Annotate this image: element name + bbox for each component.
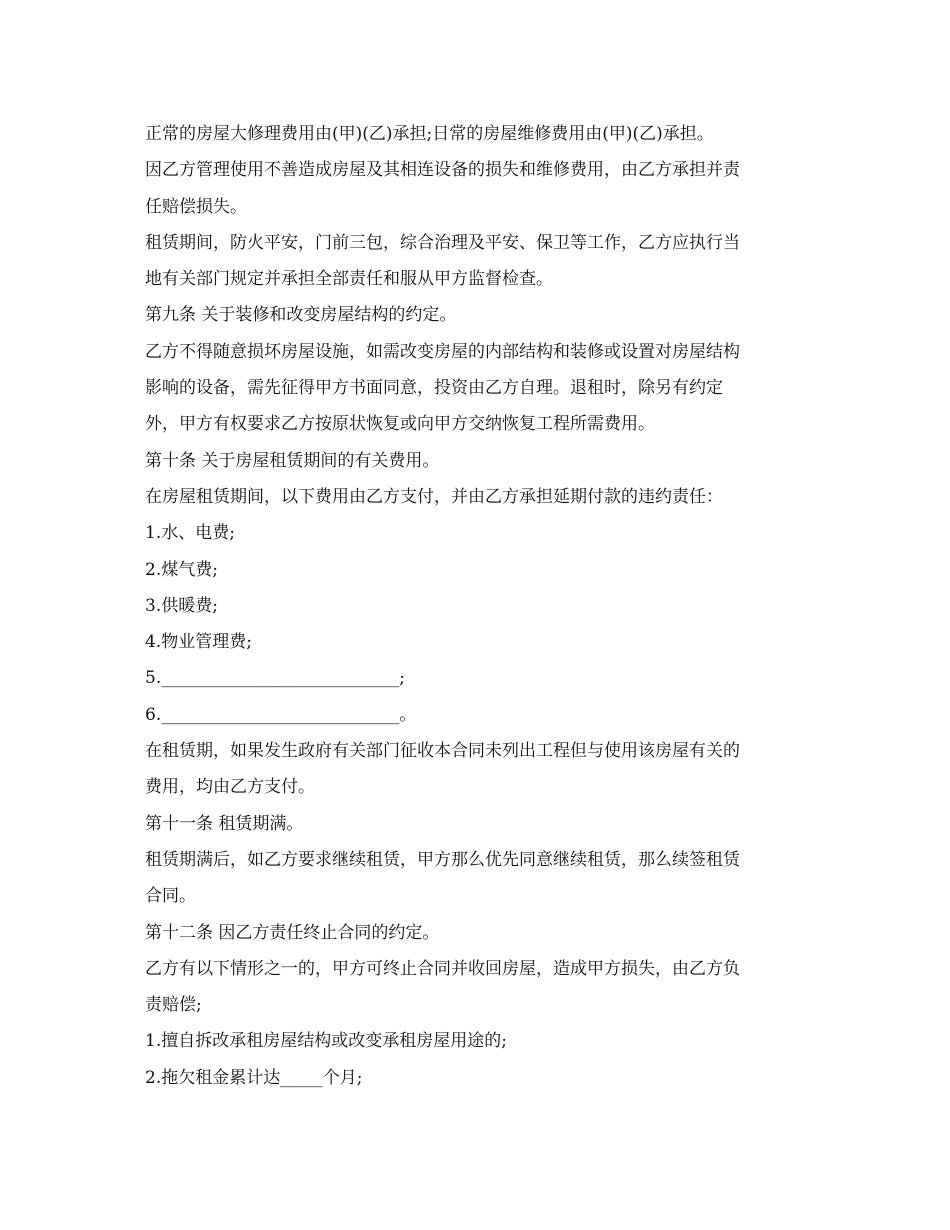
section-heading: 第十二条 因乙方责任终止合同的约定。 [145, 922, 440, 943]
text-line: 合同。 [145, 886, 196, 907]
section-heading: 第九条 关于装修和改变房屋结构的约定。 [145, 305, 457, 326]
text-line: 费用，均由乙方支付。 [145, 777, 315, 798]
text-line: 地有关部门规定并承担全部责任和服从甲方监督检查。 [145, 269, 553, 290]
list-item: 5.____________________________; [145, 668, 405, 689]
list-item: 6.____________________________。 [145, 704, 417, 725]
list-item: 2.拖欠租金累计达_____个月; [145, 1067, 363, 1088]
section-heading: 第十条 关于房屋租赁期间的有关费用。 [145, 450, 440, 471]
text-line: 租赁期满后，如乙方要求继续租赁，甲方那么优先同意继续租赁，那么续签租赁 [145, 849, 740, 870]
list-item: 1.擅自拆改承租房屋结构或改变承租房屋用途的; [145, 1031, 507, 1052]
text-line: 租赁期间，防火平安，门前三包，综合治理及平安、保卫等工作，乙方应执行当 [145, 232, 740, 253]
section-heading: 第十一条 租赁期满。 [145, 813, 304, 834]
text-line: 在房屋租赁期间，以下费用由乙方支付，并由乙方承担延期付款的违约责任： [145, 486, 723, 507]
text-line: 影响的设备，需先征得甲方书面同意，投资由乙方自理。退租时，除另有约定 [145, 378, 723, 399]
list-item: 4.物业管理费; [145, 632, 252, 653]
text-line: 乙方有以下情形之一的，甲方可终止合同并收回房屋，造成甲方损失，由乙方负 [145, 958, 740, 979]
list-item: 3.供暖费; [145, 595, 218, 616]
text-line: 外，甲方有权要求乙方按原状恢复或向甲方交纳恢复工程所需费用。 [145, 414, 655, 435]
list-item: 2.煤气费; [145, 559, 218, 580]
document-page [145, 116, 810, 1096]
text-line: 在租赁期，如果发生政府有关部门征收本合同未列出工程但与使用该房屋有关的 [145, 741, 740, 762]
list-item: 1.水、电费; [145, 523, 235, 544]
text-line: 乙方不得随意损坏房屋设施，如需改变房屋的内部结构和装修或设置对房屋结构 [145, 341, 740, 362]
text-line: 因乙方管理使用不善造成房屋及其相连设备的损失和维修费用，由乙方承担并责 [145, 160, 740, 181]
text-line: 正常的房屋大修理费用由(甲)(乙)承担;日常的房屋维修费用由(甲)(乙)承担。 [145, 124, 714, 144]
text-line: 责赔偿; [145, 995, 202, 1016]
text-line: 任赔偿损失。 [145, 196, 247, 217]
